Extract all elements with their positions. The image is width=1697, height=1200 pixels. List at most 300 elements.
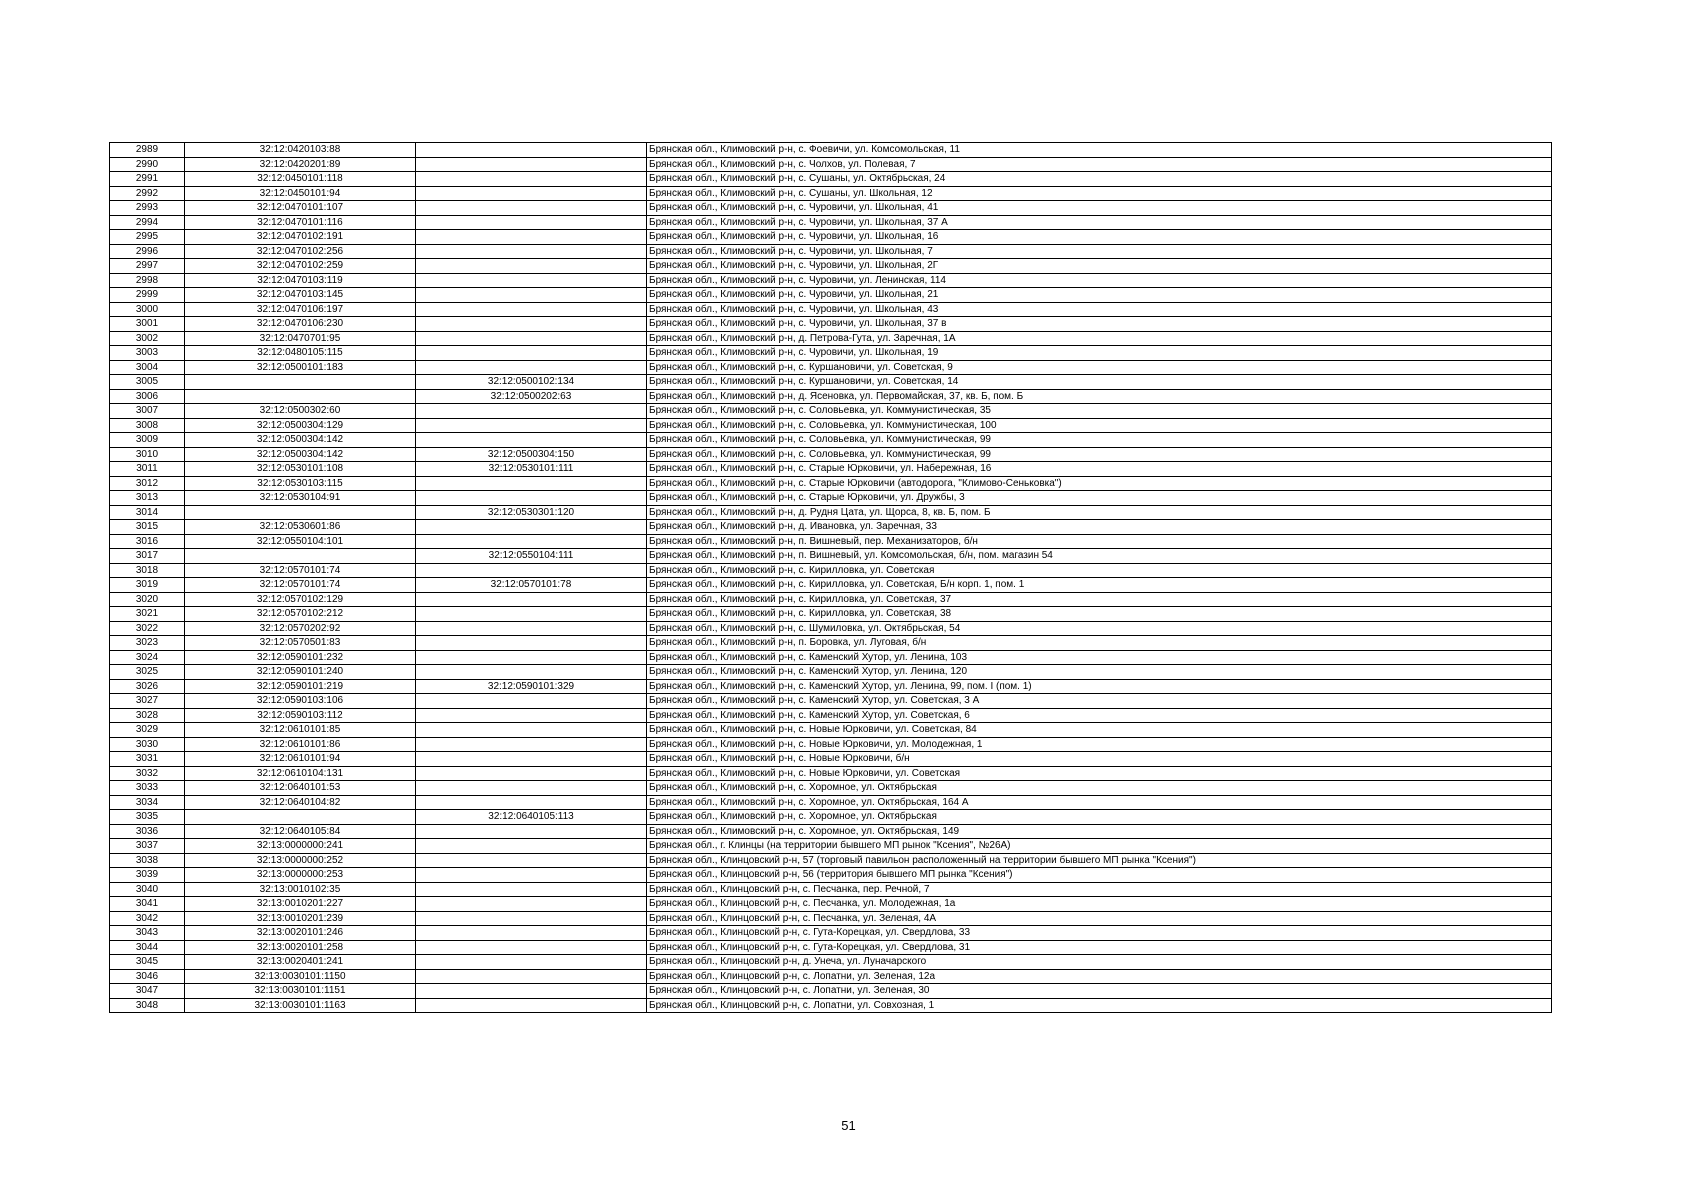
row-number-cell: 3017 bbox=[110, 549, 185, 564]
cadastral-number-cell: 32:12:0470102:191 bbox=[185, 230, 416, 245]
cadastral-number-cell: 32:13:0000000:252 bbox=[185, 853, 416, 868]
table-row bbox=[110, 955, 1552, 970]
address-cell: Брянская обл., Клинцовский р-н, с. Лопатни, ул. Зеленая, 12а bbox=[647, 969, 1552, 984]
address-cell: Брянская обл., Климовский р-н, д. Ивановка, ул. Заречная, 33 bbox=[647, 520, 1552, 535]
table-row bbox=[110, 244, 1552, 259]
page-number: 51 bbox=[841, 1118, 856, 1133]
address-cell: Брянская обл., Климовский р-н, с. Сушаны, ул. Октябрьская, 24 bbox=[647, 172, 1552, 187]
row-number-cell: 2994 bbox=[110, 215, 185, 230]
cadastral-number-cell: 32:12:0470106:197 bbox=[185, 302, 416, 317]
row-number-cell: 3022 bbox=[110, 621, 185, 636]
row-number-cell: 2993 bbox=[110, 201, 185, 216]
address-cell: Брянская обл., Клинцовский р-н, с. Лопатни, ул. Совхозная, 1 bbox=[647, 998, 1552, 1013]
cadastral-number-cell: 32:12:0570101:74 bbox=[185, 563, 416, 578]
row-number-cell: 3018 bbox=[110, 563, 185, 578]
cadastral-number-cell: 32:13:0030101:1151 bbox=[185, 984, 416, 999]
address-cell: Брянская обл., Климовский р-н, с. Куршановичи, ул. Советская, 14 bbox=[647, 375, 1552, 390]
row-number-cell: 3015 bbox=[110, 520, 185, 535]
table-row bbox=[110, 389, 1552, 404]
cadastral-number-cell bbox=[185, 375, 416, 390]
table-row bbox=[110, 650, 1552, 665]
address-cell: Брянская обл., Климовский р-н, с. Кирилловка, ул. Советская, Б/н корп. 1, пом. 1 bbox=[647, 578, 1552, 593]
premises-cadastral-number-cell bbox=[416, 201, 647, 216]
address-cell: Брянская обл., Климовский р-н, с. Чуровичи, ул. Школьная, 43 bbox=[647, 302, 1552, 317]
cadastral-number-cell: 32:12:0570202:92 bbox=[185, 621, 416, 636]
cadastral-number-cell bbox=[185, 505, 416, 520]
address-cell: Брянская обл., Климовский р-н, с. Хоромное, ул. Октябрьская, 164 А bbox=[647, 795, 1552, 810]
row-number-cell: 2997 bbox=[110, 259, 185, 274]
premises-cadastral-number-cell bbox=[416, 926, 647, 941]
row-number-cell: 3020 bbox=[110, 592, 185, 607]
address-cell: Брянская обл., Климовский р-н, п. Вишневый, ул. Комсомольская, б/н, пом. магазин 54 bbox=[647, 549, 1552, 564]
premises-cadastral-number-cell bbox=[416, 143, 647, 158]
address-cell: Брянская обл., Климовский р-н, с. Кирилловка, ул. Советская, 38 bbox=[647, 607, 1552, 622]
premises-cadastral-number-cell: 32:12:0530101:111 bbox=[416, 462, 647, 477]
premises-cadastral-number-cell bbox=[416, 273, 647, 288]
row-number-cell: 3039 bbox=[110, 868, 185, 883]
premises-cadastral-number-cell bbox=[416, 317, 647, 332]
cadastral-number-cell: 32:13:0030101:1163 bbox=[185, 998, 416, 1013]
cadastral-number-cell: 32:12:0470101:107 bbox=[185, 201, 416, 216]
row-number-cell: 2991 bbox=[110, 172, 185, 187]
address-cell: Брянская обл., Климовский р-н, с. Шумиловка, ул. Октябрьская, 54 bbox=[647, 621, 1552, 636]
cadastral-number-cell: 32:12:0500304:142 bbox=[185, 447, 416, 462]
cadastral-number-cell: 32:12:0480105:115 bbox=[185, 346, 416, 361]
premises-cadastral-number-cell bbox=[416, 244, 647, 259]
row-number-cell: 3027 bbox=[110, 694, 185, 709]
row-number-cell: 2996 bbox=[110, 244, 185, 259]
address-cell: Брянская обл., Климовский р-н, п. Боровка, ул. Луговая, б/н bbox=[647, 636, 1552, 651]
address-cell: Брянская обл., Климовский р-н, с. Соловьевка, ул. Коммунистическая, 99 bbox=[647, 433, 1552, 448]
address-cell: Брянская обл., Климовский р-н, с. Сушаны, ул. Школьная, 12 bbox=[647, 186, 1552, 201]
cadastral-number-cell bbox=[185, 389, 416, 404]
address-cell: Брянская обл., Климовский р-н, д. Петрова-Гута, ул. Заречная, 1А bbox=[647, 331, 1552, 346]
address-cell: Брянская обл., Климовский р-н, д. Рудня Цата, ул. Щорса, 8, кв. Б, пом. Б bbox=[647, 505, 1552, 520]
row-number-cell: 3040 bbox=[110, 882, 185, 897]
premises-cadastral-number-cell bbox=[416, 868, 647, 883]
premises-cadastral-number-cell bbox=[416, 592, 647, 607]
cadastral-number-cell: 32:13:0000000:241 bbox=[185, 839, 416, 854]
premises-cadastral-number-cell bbox=[416, 563, 647, 578]
address-cell: Брянская обл., Климовский р-н, с. Старые Юрковичи, ул. Набережная, 16 bbox=[647, 462, 1552, 477]
cadastral-number-cell: 32:12:0590101:240 bbox=[185, 665, 416, 680]
table-row bbox=[110, 186, 1552, 201]
row-number-cell: 3031 bbox=[110, 752, 185, 767]
address-cell: Брянская обл., Клинцовский р-н, с. Песчанка, пер. Речной, 7 bbox=[647, 882, 1552, 897]
table-row bbox=[110, 288, 1552, 303]
cadastral-number-cell: 32:13:0030101:1150 bbox=[185, 969, 416, 984]
table-row bbox=[110, 969, 1552, 984]
premises-cadastral-number-cell bbox=[416, 940, 647, 955]
row-number-cell: 2999 bbox=[110, 288, 185, 303]
cadastral-number-cell: 32:12:0470103:119 bbox=[185, 273, 416, 288]
table-row bbox=[110, 679, 1552, 694]
address-cell: Брянская обл., Климовский р-н, с. Чолхов, ул. Полевая, 7 bbox=[647, 157, 1552, 172]
cadastral-number-cell: 32:12:0450101:118 bbox=[185, 172, 416, 187]
premises-cadastral-number-cell bbox=[416, 708, 647, 723]
row-number-cell: 3009 bbox=[110, 433, 185, 448]
address-cell: Брянская обл., Клинцовский р-н, с. Гута-Корецкая, ул. Свердлова, 31 bbox=[647, 940, 1552, 955]
cadastral-number-cell: 32:12:0590101:232 bbox=[185, 650, 416, 665]
premises-cadastral-number-cell bbox=[416, 621, 647, 636]
address-cell: Брянская обл., Климовский р-н, с. Чуровичи, ул. Школьная, 2Г bbox=[647, 259, 1552, 274]
table-row bbox=[110, 766, 1552, 781]
address-cell: Брянская обл., Климовский р-н, с. Каменский Хутор, ул. Советская, 3 А bbox=[647, 694, 1552, 709]
table-row bbox=[110, 447, 1552, 462]
premises-cadastral-number-cell: 32:12:0500202:63 bbox=[416, 389, 647, 404]
address-cell: Брянская обл., Климовский р-н, с. Фоевичи, ул. Комсомольская, 11 bbox=[647, 143, 1552, 158]
address-cell: Брянская обл., Климовский р-н, с. Чуровичи, ул. Школьная, 19 bbox=[647, 346, 1552, 361]
premises-cadastral-number-cell bbox=[416, 650, 647, 665]
premises-cadastral-number-cell bbox=[416, 984, 647, 999]
address-cell: Брянская обл., Климовский р-н, с. Соловьевка, ул. Коммунистическая, 99 bbox=[647, 447, 1552, 462]
row-number-cell: 3025 bbox=[110, 665, 185, 680]
row-number-cell: 3044 bbox=[110, 940, 185, 955]
address-cell: Брянская обл., Климовский р-н, с. Кирилловка, ул. Советская bbox=[647, 563, 1552, 578]
registry-table bbox=[109, 142, 1552, 1013]
premises-cadastral-number-cell bbox=[416, 607, 647, 622]
premises-cadastral-number-cell bbox=[416, 839, 647, 854]
table-row bbox=[110, 926, 1552, 941]
row-number-cell: 3043 bbox=[110, 926, 185, 941]
table-row bbox=[110, 491, 1552, 506]
cadastral-number-cell: 32:12:0530103:115 bbox=[185, 476, 416, 491]
cadastral-number-cell: 32:12:0530104:91 bbox=[185, 491, 416, 506]
address-cell: Брянская обл., Климовский р-н, с. Новые Юрковичи, б/н bbox=[647, 752, 1552, 767]
table-row bbox=[110, 563, 1552, 578]
registry-table-body bbox=[110, 143, 1552, 1013]
table-row bbox=[110, 607, 1552, 622]
table-row bbox=[110, 273, 1552, 288]
premises-cadastral-number-cell bbox=[416, 969, 647, 984]
address-cell: Брянская обл., Клинцовский р-н, с. Песчанка, ул. Молодежная, 1а bbox=[647, 897, 1552, 912]
address-cell: Брянская обл., Климовский р-н, с. Соловьевка, ул. Коммунистическая, 35 bbox=[647, 404, 1552, 419]
cadastral-number-cell: 32:13:0000000:253 bbox=[185, 868, 416, 883]
cadastral-number-cell: 32:12:0470701:95 bbox=[185, 331, 416, 346]
table-row bbox=[110, 520, 1552, 535]
row-number-cell: 3003 bbox=[110, 346, 185, 361]
table-row bbox=[110, 795, 1552, 810]
row-number-cell: 2990 bbox=[110, 157, 185, 172]
table-row bbox=[110, 868, 1552, 883]
premises-cadastral-number-cell: 32:12:0590101:329 bbox=[416, 679, 647, 694]
premises-cadastral-number-cell bbox=[416, 172, 647, 187]
cadastral-number-cell: 32:13:0010201:227 bbox=[185, 897, 416, 912]
row-number-cell: 3007 bbox=[110, 404, 185, 419]
cadastral-number-cell: 32:12:0420201:89 bbox=[185, 157, 416, 172]
cadastral-number-cell: 32:12:0640105:84 bbox=[185, 824, 416, 839]
row-number-cell: 3028 bbox=[110, 708, 185, 723]
address-cell: Брянская обл., Клинцовский р-н, с. Гута-Корецкая, ул. Свердлова, 33 bbox=[647, 926, 1552, 941]
table-row bbox=[110, 534, 1552, 549]
table-row bbox=[110, 476, 1552, 491]
table-row bbox=[110, 302, 1552, 317]
row-number-cell: 3005 bbox=[110, 375, 185, 390]
address-cell: Брянская обл., Климовский р-н, с. Новые Юрковичи, ул. Молодежная, 1 bbox=[647, 737, 1552, 752]
table-row bbox=[110, 824, 1552, 839]
address-cell: Брянская обл., Климовский р-н, с. Чуровичи, ул. Школьная, 7 bbox=[647, 244, 1552, 259]
address-cell: Брянская обл., Климовский р-н, с. Чуровичи, ул. Школьная, 41 bbox=[647, 201, 1552, 216]
row-number-cell: 3035 bbox=[110, 810, 185, 825]
premises-cadastral-number-cell bbox=[416, 534, 647, 549]
premises-cadastral-number-cell bbox=[416, 665, 647, 680]
row-number-cell: 3023 bbox=[110, 636, 185, 651]
table-row bbox=[110, 317, 1552, 332]
address-cell: Брянская обл., Климовский р-н, с. Чуровичи, ул. Ленинская, 114 bbox=[647, 273, 1552, 288]
premises-cadastral-number-cell bbox=[416, 259, 647, 274]
row-number-cell: 3016 bbox=[110, 534, 185, 549]
cadastral-number-cell: 32:13:0010102:35 bbox=[185, 882, 416, 897]
row-number-cell: 3011 bbox=[110, 462, 185, 477]
cadastral-number-cell bbox=[185, 810, 416, 825]
address-cell: Брянская обл., Климовский р-н, с. Куршановичи, ул. Советская, 9 bbox=[647, 360, 1552, 375]
premises-cadastral-number-cell bbox=[416, 186, 647, 201]
address-cell: Брянская обл., Климовский р-н, с. Чуровичи, ул. Школьная, 21 bbox=[647, 288, 1552, 303]
table-row bbox=[110, 346, 1552, 361]
address-cell: Брянская обл., г. Клинцы (на территории бывшего МП рынок "Ксения", №26А) bbox=[647, 839, 1552, 854]
row-number-cell: 3002 bbox=[110, 331, 185, 346]
cadastral-number-cell: 32:13:0020401:241 bbox=[185, 955, 416, 970]
table-row bbox=[110, 882, 1552, 897]
address-cell: Брянская обл., Климовский р-н, д. Ясеновка, ул. Первомайская, 37, кв. Б, пом. Б bbox=[647, 389, 1552, 404]
cadastral-number-cell: 32:13:0010201:239 bbox=[185, 911, 416, 926]
premises-cadastral-number-cell bbox=[416, 360, 647, 375]
cadastral-number-cell: 32:12:0450101:94 bbox=[185, 186, 416, 201]
table-row bbox=[110, 810, 1552, 825]
premises-cadastral-number-cell bbox=[416, 230, 647, 245]
table-row bbox=[110, 897, 1552, 912]
table-row bbox=[110, 592, 1552, 607]
cadastral-number-cell: 32:12:0640101:53 bbox=[185, 781, 416, 796]
row-number-cell: 3042 bbox=[110, 911, 185, 926]
row-number-cell: 3010 bbox=[110, 447, 185, 462]
address-cell: Брянская обл., Климовский р-н, с. Новые Юрковичи, ул. Советская, 84 bbox=[647, 723, 1552, 738]
table-row bbox=[110, 621, 1552, 636]
row-number-cell: 3038 bbox=[110, 853, 185, 868]
premises-cadastral-number-cell bbox=[416, 418, 647, 433]
row-number-cell: 3004 bbox=[110, 360, 185, 375]
address-cell: Брянская обл., Климовский р-н, с. Каменский Хутор, ул. Советская, 6 bbox=[647, 708, 1552, 723]
table-row bbox=[110, 404, 1552, 419]
address-cell: Брянская обл., Климовский р-н, с. Соловьевка, ул. Коммунистическая, 100 bbox=[647, 418, 1552, 433]
address-cell: Брянская обл., Климовский р-н, с. Новые Юрковичи, ул. Советская bbox=[647, 766, 1552, 781]
row-number-cell: 3046 bbox=[110, 969, 185, 984]
address-cell: Брянская обл., Климовский р-н, с. Чуровичи, ул. Школьная, 16 bbox=[647, 230, 1552, 245]
row-number-cell: 3034 bbox=[110, 795, 185, 810]
table-row bbox=[110, 418, 1552, 433]
address-cell: Брянская обл., Климовский р-н, с. Чуровичи, ул. Школьная, 37 в bbox=[647, 317, 1552, 332]
row-number-cell: 2998 bbox=[110, 273, 185, 288]
cadastral-number-cell: 32:12:0570501:83 bbox=[185, 636, 416, 651]
premises-cadastral-number-cell bbox=[416, 288, 647, 303]
cadastral-number-cell: 32:12:0640104:82 bbox=[185, 795, 416, 810]
premises-cadastral-number-cell bbox=[416, 795, 647, 810]
address-cell: Брянская обл., Климовский р-н, с. Хоромное, ул. Октябрьская bbox=[647, 781, 1552, 796]
row-number-cell: 3033 bbox=[110, 781, 185, 796]
address-cell: Брянская обл., Климовский р-н, с. Каменский Хутор, ул. Ленина, 120 bbox=[647, 665, 1552, 680]
row-number-cell: 2989 bbox=[110, 143, 185, 158]
table-row bbox=[110, 839, 1552, 854]
cadastral-number-cell: 32:13:0020101:246 bbox=[185, 926, 416, 941]
table-row bbox=[110, 360, 1552, 375]
cadastral-number-cell: 32:12:0470106:230 bbox=[185, 317, 416, 332]
address-cell: Брянская обл., Климовский р-н, с. Хоромное, ул. Октябрьская bbox=[647, 810, 1552, 825]
cadastral-number-cell: 32:12:0500304:129 bbox=[185, 418, 416, 433]
table-row bbox=[110, 998, 1552, 1013]
table-row bbox=[110, 911, 1552, 926]
cadastral-number-cell: 32:12:0530601:86 bbox=[185, 520, 416, 535]
table-row bbox=[110, 505, 1552, 520]
row-number-cell: 3019 bbox=[110, 578, 185, 593]
premises-cadastral-number-cell bbox=[416, 882, 647, 897]
cadastral-number-cell: 32:12:0500304:142 bbox=[185, 433, 416, 448]
address-cell: Брянская обл., Климовский р-н, п. Вишневый, пер. Механизаторов, б/н bbox=[647, 534, 1552, 549]
premises-cadastral-number-cell bbox=[416, 752, 647, 767]
address-cell: Брянская обл., Климовский р-н, с. Кирилловка, ул. Советская, 37 bbox=[647, 592, 1552, 607]
table-row bbox=[110, 462, 1552, 477]
cadastral-number-cell: 32:12:0610101:94 bbox=[185, 752, 416, 767]
premises-cadastral-number-cell bbox=[416, 955, 647, 970]
table-row bbox=[110, 752, 1552, 767]
cadastral-number-cell: 32:12:0470101:116 bbox=[185, 215, 416, 230]
premises-cadastral-number-cell bbox=[416, 737, 647, 752]
table-row bbox=[110, 853, 1552, 868]
premises-cadastral-number-cell bbox=[416, 520, 647, 535]
premises-cadastral-number-cell bbox=[416, 157, 647, 172]
table-row bbox=[110, 723, 1552, 738]
cadastral-number-cell: 32:12:0610101:86 bbox=[185, 737, 416, 752]
premises-cadastral-number-cell bbox=[416, 476, 647, 491]
table-row bbox=[110, 578, 1552, 593]
premises-cadastral-number-cell bbox=[416, 723, 647, 738]
address-cell: Брянская обл., Клинцовский р-н, д. Унеча, ул. Луначарского bbox=[647, 955, 1552, 970]
premises-cadastral-number-cell bbox=[416, 302, 647, 317]
cadastral-number-cell: 32:12:0610101:85 bbox=[185, 723, 416, 738]
premises-cadastral-number-cell: 32:12:0550104:111 bbox=[416, 549, 647, 564]
table-row bbox=[110, 201, 1552, 216]
cadastral-number-cell: 32:12:0570101:74 bbox=[185, 578, 416, 593]
row-number-cell: 2995 bbox=[110, 230, 185, 245]
address-cell: Брянская обл., Климовский р-н, с. Чуровичи, ул. Школьная, 37 А bbox=[647, 215, 1552, 230]
premises-cadastral-number-cell bbox=[416, 694, 647, 709]
row-number-cell: 3013 bbox=[110, 491, 185, 506]
row-number-cell: 3012 bbox=[110, 476, 185, 491]
table-row bbox=[110, 172, 1552, 187]
table-row bbox=[110, 984, 1552, 999]
table-row bbox=[110, 433, 1552, 448]
table-row bbox=[110, 215, 1552, 230]
cadastral-number-cell: 32:12:0530101:108 bbox=[185, 462, 416, 477]
table-row bbox=[110, 375, 1552, 390]
address-cell: Брянская обл., Климовский р-н, с. Каменский Хутор, ул. Ленина, 99, пом. I (пом. 1) bbox=[647, 679, 1552, 694]
address-cell: Брянская обл., Климовский р-н, с. Хоромное, ул. Октябрьская, 149 bbox=[647, 824, 1552, 839]
row-number-cell: 3037 bbox=[110, 839, 185, 854]
cadastral-number-cell: 32:12:0500101:183 bbox=[185, 360, 416, 375]
cadastral-number-cell: 32:12:0420103:88 bbox=[185, 143, 416, 158]
table-row bbox=[110, 331, 1552, 346]
cadastral-number-cell: 32:12:0470102:259 bbox=[185, 259, 416, 274]
premises-cadastral-number-cell: 32:12:0640105:113 bbox=[416, 810, 647, 825]
address-cell: Брянская обл., Климовский р-н, с. Каменский Хутор, ул. Ленина, 103 bbox=[647, 650, 1552, 665]
row-number-cell: 3032 bbox=[110, 766, 185, 781]
row-number-cell: 3041 bbox=[110, 897, 185, 912]
address-cell: Брянская обл., Клинцовский р-н, с. Лопатни, ул. Зеленая, 30 bbox=[647, 984, 1552, 999]
cadastral-number-cell: 32:12:0610104:131 bbox=[185, 766, 416, 781]
table-row bbox=[110, 259, 1552, 274]
cadastral-number-cell: 32:12:0590103:112 bbox=[185, 708, 416, 723]
address-cell: Брянская обл., Климовский р-н, с. Старые Юрковичи, ул. Дружбы, 3 bbox=[647, 491, 1552, 506]
table-row bbox=[110, 143, 1552, 158]
cadastral-number-cell: 32:12:0470103:145 bbox=[185, 288, 416, 303]
cadastral-number-cell: 32:12:0470102:256 bbox=[185, 244, 416, 259]
table-row bbox=[110, 157, 1552, 172]
premises-cadastral-number-cell bbox=[416, 331, 647, 346]
premises-cadastral-number-cell: 32:12:0530301:120 bbox=[416, 505, 647, 520]
table-row bbox=[110, 636, 1552, 651]
premises-cadastral-number-cell bbox=[416, 824, 647, 839]
premises-cadastral-number-cell bbox=[416, 853, 647, 868]
premises-cadastral-number-cell bbox=[416, 897, 647, 912]
cadastral-number-cell: 32:12:0590103:106 bbox=[185, 694, 416, 709]
premises-cadastral-number-cell bbox=[416, 346, 647, 361]
premises-cadastral-number-cell bbox=[416, 781, 647, 796]
premises-cadastral-number-cell bbox=[416, 766, 647, 781]
address-cell: Брянская обл., Клинцовский р-н, 56 (территория бывшего МП рынка "Ксения") bbox=[647, 868, 1552, 883]
cadastral-number-cell: 32:12:0500302:60 bbox=[185, 404, 416, 419]
row-number-cell: 3014 bbox=[110, 505, 185, 520]
premises-cadastral-number-cell bbox=[416, 998, 647, 1013]
address-cell: Брянская обл., Клинцовский р-н, с. Песчанка, ул. Зеленая, 4А bbox=[647, 911, 1552, 926]
table-row bbox=[110, 694, 1552, 709]
cadastral-number-cell: 32:12:0570102:129 bbox=[185, 592, 416, 607]
address-cell: Брянская обл., Климовский р-н, с. Старые Юрковичи (автодорога, "Климово-Сеньковка") bbox=[647, 476, 1552, 491]
table-row bbox=[110, 708, 1552, 723]
cadastral-number-cell: 32:12:0570102:212 bbox=[185, 607, 416, 622]
row-number-cell: 3021 bbox=[110, 607, 185, 622]
premises-cadastral-number-cell bbox=[416, 911, 647, 926]
address-cell: Брянская обл., Клинцовский р-н, 57 (торговый павильон расположенный на территории бывшего МП рынка "Ксения") bbox=[647, 853, 1552, 868]
cadastral-number-cell: 32:12:0550104:101 bbox=[185, 534, 416, 549]
table-row bbox=[110, 940, 1552, 955]
premises-cadastral-number-cell bbox=[416, 404, 647, 419]
row-number-cell: 3024 bbox=[110, 650, 185, 665]
row-number-cell: 3030 bbox=[110, 737, 185, 752]
row-number-cell: 3000 bbox=[110, 302, 185, 317]
premises-cadastral-number-cell bbox=[416, 491, 647, 506]
table-row bbox=[110, 549, 1552, 564]
row-number-cell: 3026 bbox=[110, 679, 185, 694]
premises-cadastral-number-cell: 32:12:0500102:134 bbox=[416, 375, 647, 390]
table-row bbox=[110, 230, 1552, 245]
table-row bbox=[110, 665, 1552, 680]
table-row bbox=[110, 781, 1552, 796]
row-number-cell: 3047 bbox=[110, 984, 185, 999]
row-number-cell: 3001 bbox=[110, 317, 185, 332]
row-number-cell: 3045 bbox=[110, 955, 185, 970]
row-number-cell: 3029 bbox=[110, 723, 185, 738]
cadastral-number-cell bbox=[185, 549, 416, 564]
premises-cadastral-number-cell bbox=[416, 215, 647, 230]
row-number-cell: 3048 bbox=[110, 998, 185, 1013]
premises-cadastral-number-cell: 32:12:0500304:150 bbox=[416, 447, 647, 462]
premises-cadastral-number-cell bbox=[416, 433, 647, 448]
premises-cadastral-number-cell bbox=[416, 636, 647, 651]
premises-cadastral-number-cell: 32:12:0570101:78 bbox=[416, 578, 647, 593]
row-number-cell: 2992 bbox=[110, 186, 185, 201]
cadastral-number-cell: 32:13:0020101:258 bbox=[185, 940, 416, 955]
row-number-cell: 3006 bbox=[110, 389, 185, 404]
row-number-cell: 3008 bbox=[110, 418, 185, 433]
